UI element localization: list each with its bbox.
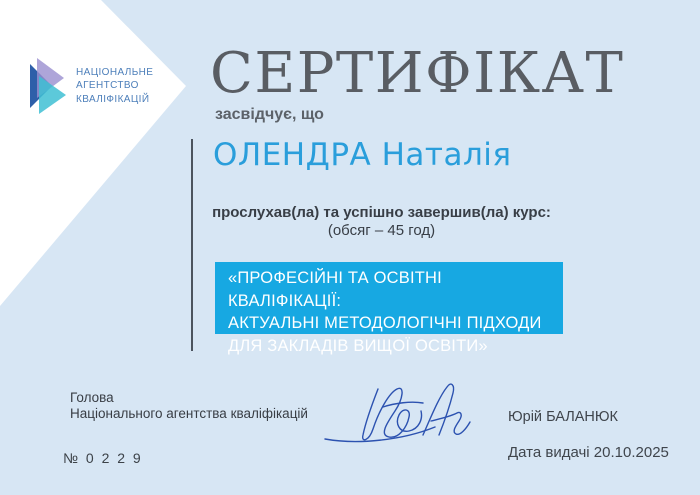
signer-role: [70, 390, 308, 422]
signer-name: Юрій БАЛАНЮК: [508, 409, 619, 425]
course-title-line: ДЛЯ ЗАКЛАДІВ ВИЩОЇ ОСВІТИ»: [228, 336, 488, 355]
white-wedge-decoration: [0, 0, 210, 310]
issue-date: Дата видачі 20.10.2025: [508, 444, 669, 461]
agency-logo: [28, 56, 153, 116]
signer-role-line: Голова: [70, 390, 114, 405]
signature-scribble: [323, 377, 481, 447]
logo-text-line: НАЦІОНАЛЬНЕ: [76, 66, 154, 78]
certificate-number: № 0 2 2 9: [63, 450, 143, 466]
logo-triangles-icon: [28, 56, 70, 116]
logo-text-line: АГЕНТСТВО: [76, 80, 139, 92]
recipient-name: ОЛЕНДРА Наталія: [213, 137, 512, 173]
course-title-line: «ПРОФЕСІЙНІ ТА ОСВІТНІ КВАЛІФІКАЦІЇ:: [228, 269, 442, 310]
course-title-box: [215, 262, 563, 355]
agency-logo-text: [76, 66, 153, 107]
vertical-divider: [191, 139, 193, 351]
course-title-line: АКТУАЛЬНІ МЕТОДОЛОГІЧНІ ПІДХОДИ: [228, 314, 542, 332]
course-volume-text: (обсяг – 45 год): [327, 222, 436, 239]
signer-role-line: Національного агентства кваліфікацій: [70, 406, 308, 421]
certifies-that-label: засвідчує, що: [215, 106, 324, 123]
logo-text-line: КВАЛІФІКАЦІЙ: [76, 93, 150, 105]
certificate-title: СЕРТИФІКАТ: [210, 41, 625, 106]
course-intro-text: прослухав(ла) та успішно завершив(ла) курс:: [212, 204, 551, 221]
